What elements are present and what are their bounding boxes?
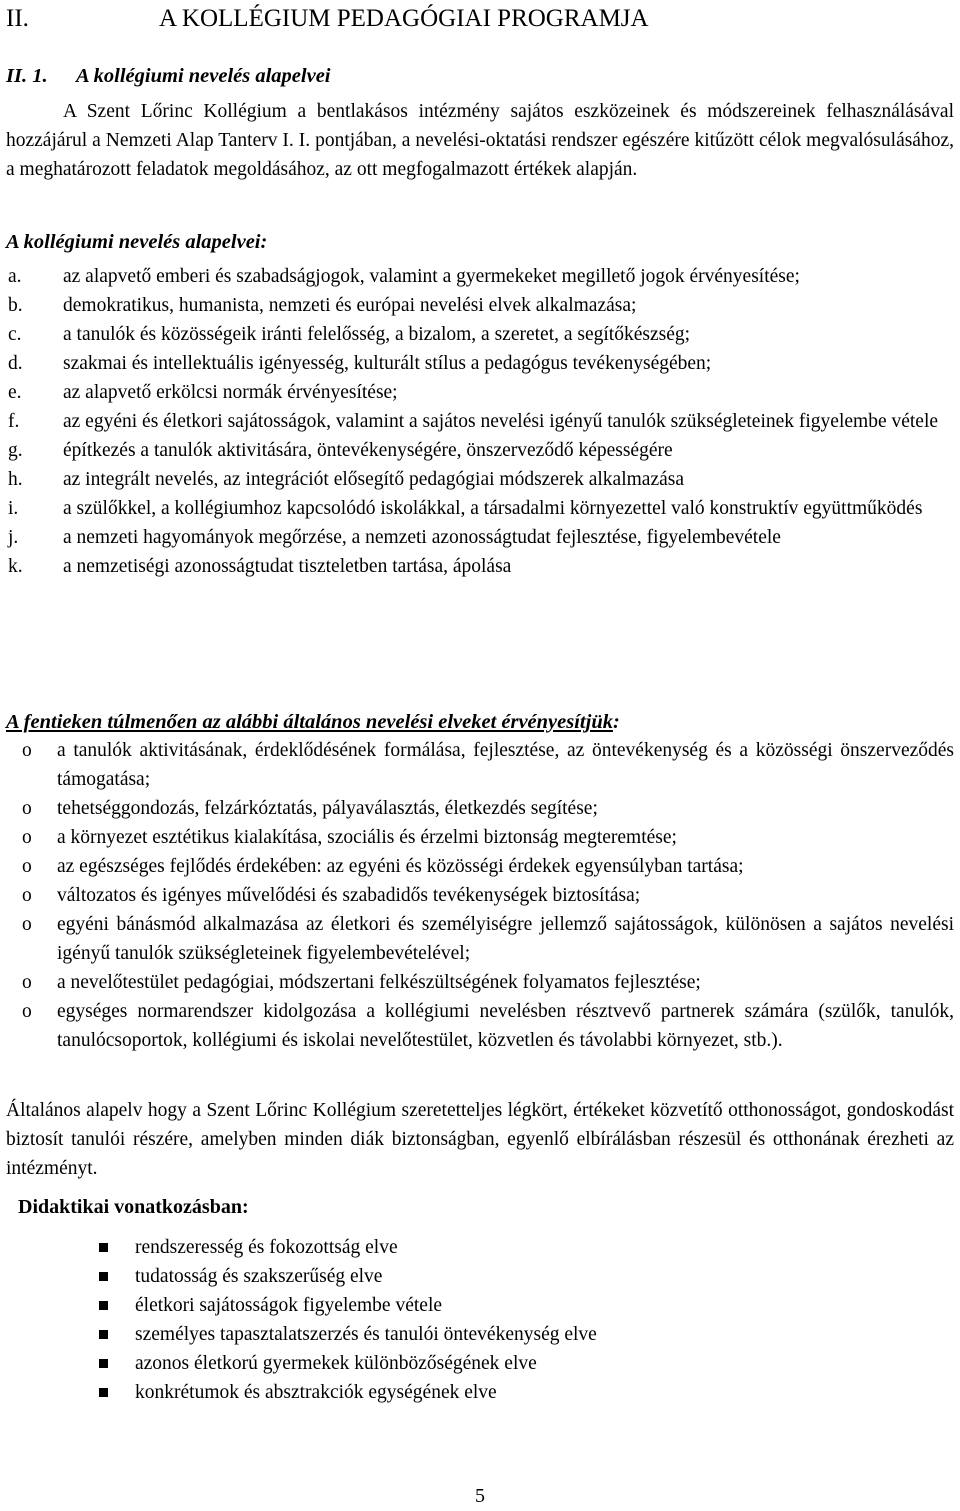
principle-text: az integrált nevelés, az integrációt elősegítő pedagógiai módszerek alkalmazása bbox=[63, 469, 685, 490]
section-heading bbox=[6, 62, 331, 91]
principle-letter: d. bbox=[8, 353, 23, 374]
principle-item bbox=[6, 320, 954, 349]
circle-bullet-icon: o bbox=[22, 798, 32, 819]
didactic-item-text: életkori sajátosságok figyelembe vétele bbox=[135, 1295, 443, 1316]
principle-item bbox=[6, 494, 954, 523]
general-principle-item bbox=[6, 736, 954, 794]
section-number: II. 1. bbox=[6, 65, 48, 87]
general-principles-list bbox=[6, 736, 954, 1055]
principle-letter: g. bbox=[8, 440, 23, 461]
didactic-heading: Didaktikai vonatkozásban: bbox=[18, 1196, 249, 1218]
didactic-item-text: tudatosság és szakszerűség elve bbox=[135, 1266, 383, 1287]
principle-text: a szülőkkel, a kollégiumhoz kapcsolódó iskolákkal, a társadalmi környezettel való konstruktív együttműködés bbox=[63, 498, 923, 519]
general-principle-item bbox=[6, 968, 954, 997]
page-number: 5 bbox=[475, 1485, 485, 1507]
principle-letter: c. bbox=[8, 324, 22, 345]
principle-item bbox=[6, 291, 954, 320]
didactic-item-text: személyes tapasztalatszerzés és tanulói öntevékenység elve bbox=[135, 1324, 597, 1345]
didactic-item bbox=[6, 1320, 597, 1349]
chapter-number: II. bbox=[6, 5, 29, 32]
square-bullet-icon bbox=[99, 1330, 108, 1339]
principle-item bbox=[6, 436, 954, 465]
general-principle-text: változatos és igényes művelődési és szabadidős tevékenységek biztosítása; bbox=[57, 885, 641, 906]
circle-bullet-icon: o bbox=[22, 1001, 32, 1022]
didactic-item-text: konkrétumok és absztrakciók egységének elve bbox=[135, 1382, 497, 1403]
principles-list bbox=[6, 262, 954, 581]
general-principle-item bbox=[6, 823, 954, 852]
square-bullet-icon bbox=[99, 1243, 108, 1252]
didactic-item-text: rendszeresség és fokozottság elve bbox=[135, 1237, 398, 1258]
principle-letter: j. bbox=[8, 527, 19, 548]
square-bullet-icon bbox=[99, 1388, 108, 1397]
principle-text: építkezés a tanulók aktivitására, öntevékenységére, önszerveződő képességére bbox=[63, 440, 673, 461]
square-bullet-icon bbox=[99, 1272, 108, 1281]
principle-item bbox=[6, 407, 954, 436]
principle-text: az alapvető erkölcsi normák érvényesítése; bbox=[63, 382, 398, 403]
intro-paragraph: A Szent Lőrinc Kollégium a bentlakásos intézmény sajátos eszközeinek és módszereinek felhasználásával hozzájárul a Nemzeti Alap Tanterv I. I. pontjában, a nevelési-oktatási rendszer egészére kitűzött célok megvalósulásához, a meghatározott feladatok megoldásához, az ott megfogalmazott értékek alapján. bbox=[6, 101, 954, 180]
general-principle-item bbox=[6, 794, 954, 823]
principle-text: az egyéni és életkori sajátosságok, valamint a sajátos nevelési igényű tanulók szükségleteinek figyelembe vétele bbox=[63, 411, 939, 432]
principle-item bbox=[6, 262, 954, 291]
didactic-item-text: azonos életkorú gyermekek különbözőségének elve bbox=[135, 1353, 537, 1374]
general-principle-item bbox=[6, 997, 954, 1055]
general-principle-item bbox=[6, 881, 954, 910]
principle-text: a nemzeti hagyományok megőrzése, a nemzeti azonosságtudat fejlesztése, figyelembevétele bbox=[63, 527, 781, 548]
square-bullet-icon bbox=[99, 1359, 108, 1368]
general-principle-text: tehetséggondozás, felzárkóztatás, pályaválasztás, életkezdés segítése; bbox=[57, 798, 598, 819]
general-principles-heading bbox=[6, 708, 620, 737]
circle-bullet-icon: o bbox=[22, 972, 32, 993]
principle-item bbox=[6, 552, 954, 581]
principle-text: demokratikus, humanista, nemzeti és európai nevelési elvek alkalmazása; bbox=[63, 295, 637, 316]
circle-bullet-icon: o bbox=[22, 885, 32, 906]
principle-item bbox=[6, 349, 954, 378]
didactic-item bbox=[6, 1233, 597, 1262]
circle-bullet-icon: o bbox=[22, 740, 32, 761]
principle-text: az alapvető emberi és szabadságjogok, valamint a gyermekeket megillető jogok érvényesítése; bbox=[63, 266, 800, 287]
didactic-item bbox=[6, 1349, 597, 1378]
didactic-item bbox=[6, 1291, 597, 1320]
general-principle-text: egységes normarendszer kidolgozása a kollégiumi nevelésben résztvevő partnerek számára (szülők, tanulók, tanulócsoportok, kollégiumi és iskolai nevelőtestület, közvetlen és távolabbi környezet, stb.). bbox=[57, 1001, 954, 1051]
didactic-list bbox=[6, 1233, 597, 1407]
principle-item bbox=[6, 465, 954, 494]
didactic-item bbox=[6, 1262, 597, 1291]
general-principle-text: a nevelőtestület pedagógiai, módszertani felkészültségének folyamatos fejlesztése; bbox=[57, 972, 701, 993]
principle-text: a tanulók és közösségeik iránti felelősség, a bizalom, a szeretet, a segítőkészség; bbox=[63, 324, 691, 345]
circle-bullet-icon: o bbox=[22, 827, 32, 848]
principle-letter: f. bbox=[8, 411, 20, 432]
principle-item bbox=[6, 523, 954, 552]
principle-item bbox=[6, 378, 954, 407]
principle-letter: e. bbox=[8, 382, 22, 403]
principle-letter: k. bbox=[8, 556, 23, 577]
chapter-title: A KOLLÉGIUM PEDAGÓGIAI PROGRAMJA bbox=[159, 5, 649, 32]
circle-bullet-icon: o bbox=[22, 914, 32, 935]
principle-text: a nemzetiségi azonosságtudat tiszteletben tartása, ápolása bbox=[63, 556, 512, 577]
section-title: A kollégiumi nevelés alapelvei bbox=[76, 65, 331, 87]
general-principle-item bbox=[6, 910, 954, 968]
general-heading-colon: : bbox=[612, 711, 620, 733]
general-principle-item bbox=[6, 852, 954, 881]
general-principle-text: a környezet esztétikus kialakítása, szociális és érzelmi biztonság megteremtése; bbox=[57, 827, 677, 848]
general-statement-paragraph: Általános alapelv hogy a Szent Lőrinc Kollégium szeretetteljes légkört, értékeket közvetítő otthonosságot, gondoskodást biztosít tanulói részére, amelyben minden diák biztonságban, egyenlő elbírálásban részesül és otthonának érezheti az intézményt. bbox=[6, 1100, 954, 1179]
principle-letter: h. bbox=[8, 469, 23, 490]
didactic-item bbox=[6, 1378, 597, 1407]
circle-bullet-icon: o bbox=[22, 856, 32, 877]
principle-letter: a. bbox=[8, 266, 22, 287]
general-principle-text: a tanulók aktivitásának, érdeklődésének formálása, fejlesztése, az öntevékenység és a közösségi önszerveződés támogatása; bbox=[57, 740, 954, 790]
general-heading-text: A fentieken túlmenően az alábbi általános nevelési elveket érvényesítjük bbox=[6, 711, 613, 733]
principles-heading: A kollégiumi nevelés alapelvei: bbox=[6, 231, 268, 253]
principle-letter: b. bbox=[8, 295, 23, 316]
principle-text: szakmai és intellektuális igényesség, kulturált stílus a pedagógus tevékenységében; bbox=[63, 353, 712, 374]
chapter-heading bbox=[6, 2, 649, 36]
general-principle-text: az egészséges fejlődés érdekében: az egyéni és közösségi érdekek egyensúlyban tartása; bbox=[57, 856, 744, 877]
principle-letter: i. bbox=[8, 498, 19, 519]
general-principle-text: egyéni bánásmód alkalmazása az életkori és személyiségre jellemző sajátosságok, különösen a sajátos nevelési igényű tanulók szükségleteinek figyelembevételével; bbox=[57, 914, 954, 964]
square-bullet-icon bbox=[99, 1301, 108, 1310]
